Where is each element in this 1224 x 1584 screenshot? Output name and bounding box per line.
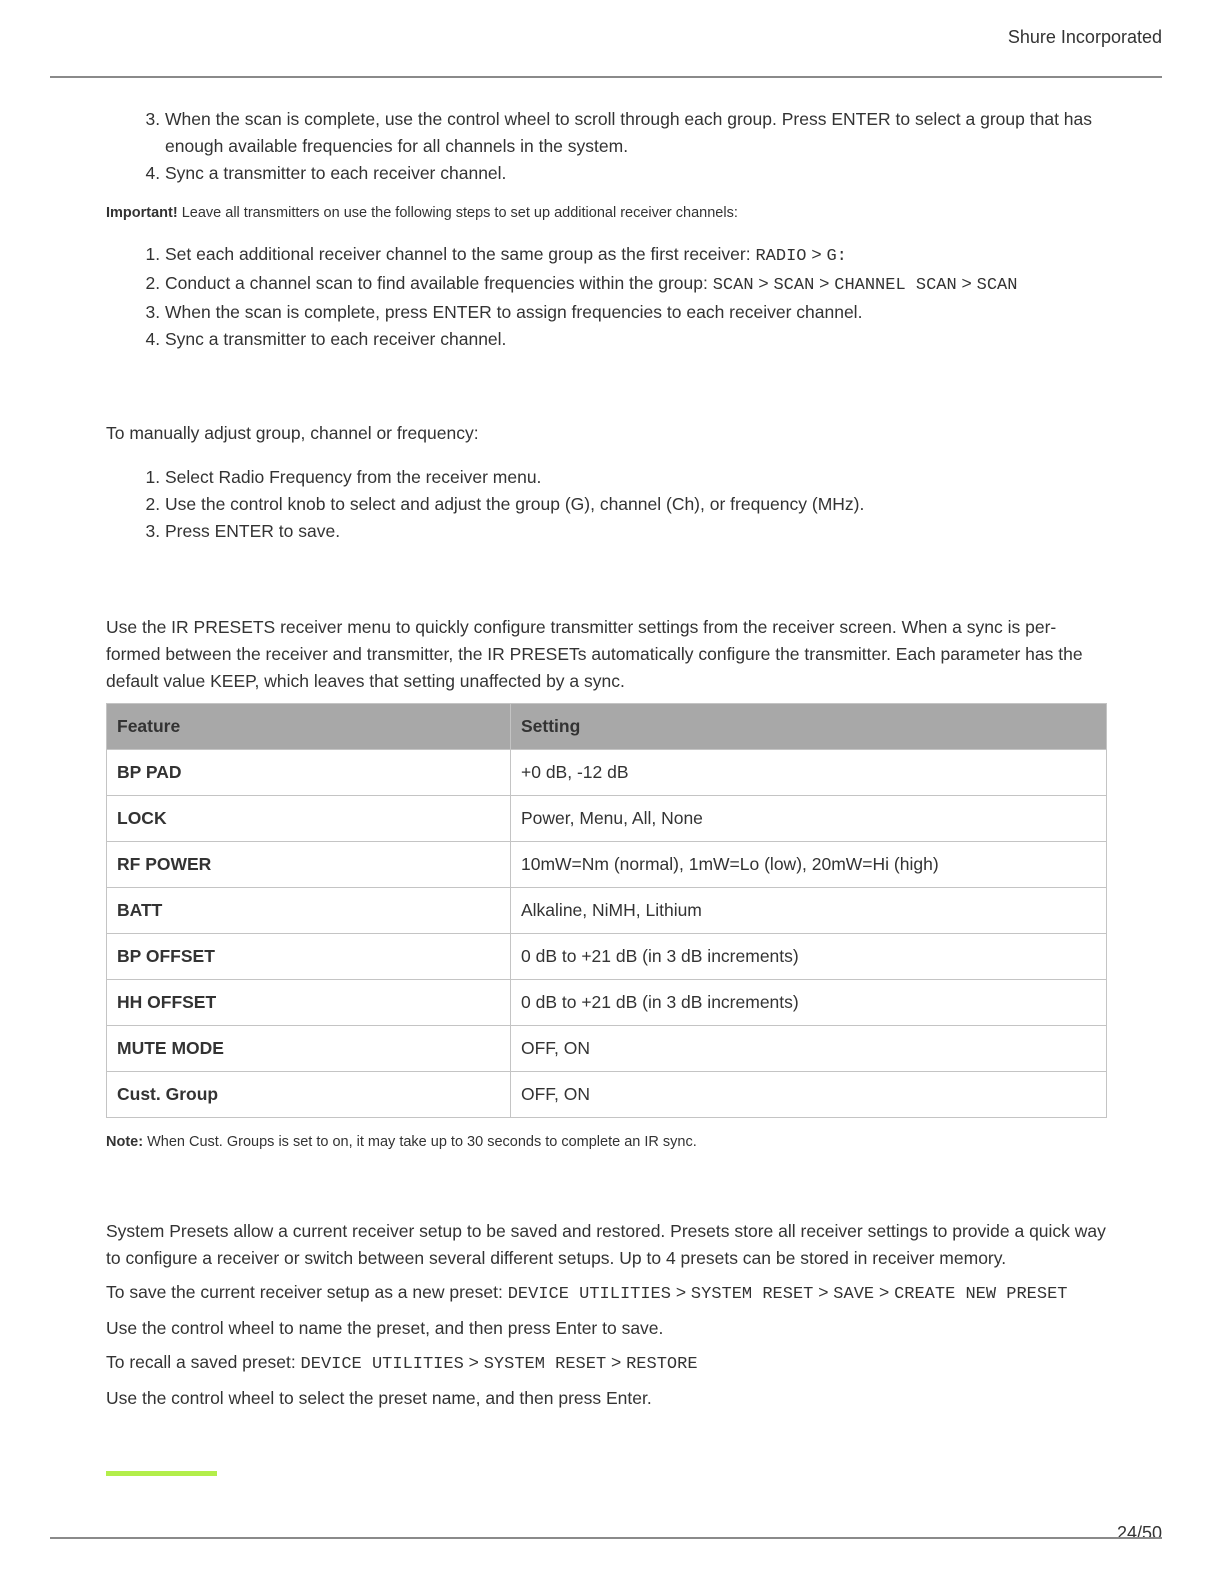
scan-steps-list — [106, 106, 1106, 187]
ir-sync-note — [106, 1134, 1106, 1150]
system-presets-paragraph: System Presets allow a current receiver setup to be saved and restored. Presets store all receiver settings to provide a quick way to configure a receiver or switch between several different setups. Up to 4 presets can be stored in receiver memory. — [106, 1221, 1106, 1268]
menu-path-code: SCAN — [712, 276, 754, 295]
table-row — [107, 888, 1107, 934]
select-preset-instruction: Use the control wheel to select the preset name, and then press Enter. — [106, 1388, 652, 1408]
setting-cell: +0 dB, -12 dB — [511, 750, 1107, 796]
table-row — [107, 1026, 1107, 1072]
menu-path-code: CHANNEL SCAN — [834, 276, 957, 295]
note-text: When Cust. Groups is set to on, it may take up to 30 seconds to complete an IR sync. — [143, 1134, 697, 1150]
menu-path-code: RESTORE — [626, 1355, 698, 1374]
ir-presets-paragraph: Use the IR PRESETS receiver menu to quickly configure transmitter settings from the receiver screen. When a sync is per-formed between the receiver and transmitter, the IR PRESETs automatically configure the transmitter. Each parameter has the default value KEEP, which leaves that setting unaffected by a sync. — [106, 617, 1083, 691]
accent-bar — [106, 1471, 217, 1476]
feature-cell: MUTE MODE — [107, 1026, 511, 1072]
list-item: 1. Select Radio Frequency from the receiver menu. — [165, 464, 1106, 491]
manual-adjust-steps — [106, 464, 1106, 545]
recall-preset-instruction: To recall a saved preset: DEVICE UTILITIES > SYSTEM RESET > RESTORE — [106, 1352, 698, 1374]
feature-cell: RF POWER — [107, 842, 511, 888]
menu-path-code: SCAN — [773, 276, 815, 295]
menu-path-code: G: — [826, 247, 847, 266]
setting-cell: OFF, ON — [511, 1072, 1107, 1118]
footer-divider — [50, 1537, 1162, 1539]
document-body — [106, 106, 1106, 1412]
setting-cell: 0 dB to +21 dB (in 3 dB increments) — [511, 980, 1107, 1026]
save-preset-instruction: To save the current receiver setup as a new preset: DEVICE UTILITIES > SYSTEM RESET > SAVE > CREATE NEW PRESET — [106, 1282, 1068, 1304]
column-header-setting: Setting — [511, 704, 1107, 750]
table-row — [107, 934, 1107, 980]
table-header-row — [107, 704, 1107, 750]
table-row — [107, 842, 1107, 888]
menu-path-code: SYSTEM RESET — [690, 1285, 814, 1304]
menu-path-code: SAVE — [833, 1285, 875, 1304]
menu-path-code: SCAN — [976, 276, 1018, 295]
menu-path-code: RADIO — [755, 247, 807, 266]
name-preset-instruction: Use the control wheel to name the preset, and then press Enter to save. — [106, 1318, 664, 1338]
list-item: 4. Sync a transmitter to each receiver channel. — [165, 326, 1106, 353]
feature-cell: BP PAD — [107, 750, 511, 796]
ir-presets-table — [106, 703, 1107, 1118]
column-header-feature: Feature — [107, 704, 511, 750]
list-item: 1. Set each additional receiver channel to the same group as the first receiver: RADIO > G: — [165, 241, 1106, 270]
note-label: Note: — [106, 1134, 144, 1150]
menu-path-code: CREATE NEW PRESET — [894, 1285, 1068, 1304]
setting-cell: 0 dB to +21 dB (in 3 dB increments) — [511, 934, 1107, 980]
menu-path-code: DEVICE UTILITIES — [507, 1285, 671, 1304]
feature-cell: HH OFFSET — [107, 980, 511, 1026]
table-row — [107, 750, 1107, 796]
setting-cell: Power, Menu, All, None — [511, 796, 1107, 842]
list-item: 3. When the scan is complete, use the control wheel to scroll through each group. Press ENTER to select a group that has enough available frequencies for all channels in the system. — [165, 106, 1106, 160]
list-item: 3. Press ENTER to save. — [165, 518, 1106, 545]
important-text: Leave all transmitters on use the following steps to set up additional receiver channels: — [177, 205, 738, 221]
important-note — [106, 205, 1106, 221]
list-item: 2. Use the control knob to select and adjust the group (G), channel (Ch), or frequency (MHz). — [165, 491, 1106, 518]
table-row — [107, 796, 1107, 842]
feature-cell: BP OFFSET — [107, 934, 511, 980]
setting-cell: 10mW=Nm (normal), 1mW=Lo (low), 20mW=Hi (high) — [511, 842, 1107, 888]
header-divider — [50, 76, 1162, 78]
header-company-name: Shure Incorporated — [1007, 27, 1162, 47]
table-row — [107, 980, 1107, 1026]
manual-adjust-intro: To manually adjust group, channel or frequency: — [106, 423, 479, 443]
feature-cell: LOCK — [107, 796, 511, 842]
feature-cell: Cust. Group — [107, 1072, 511, 1118]
setting-cell: OFF, ON — [511, 1026, 1107, 1072]
menu-path-code: DEVICE UTILITIES — [300, 1355, 464, 1374]
table-row — [107, 1072, 1107, 1118]
list-item: 2. Conduct a channel scan to find available frequencies within the group: SCAN > SCAN > CHANNEL SCAN > SCAN — [165, 270, 1106, 299]
setting-cell: Alkaline, NiMH, Lithium — [511, 888, 1107, 934]
additional-channels-list — [106, 241, 1106, 353]
list-item: 4. Sync a transmitter to each receiver channel. — [165, 160, 1106, 187]
page-number: 24/50 — [1116, 1523, 1162, 1543]
list-item: 3. When the scan is complete, press ENTER to assign frequencies to each receiver channel. — [165, 299, 1106, 326]
feature-cell: BATT — [107, 888, 511, 934]
important-label: Important! — [106, 205, 178, 221]
menu-path-code: SYSTEM RESET — [483, 1355, 607, 1374]
